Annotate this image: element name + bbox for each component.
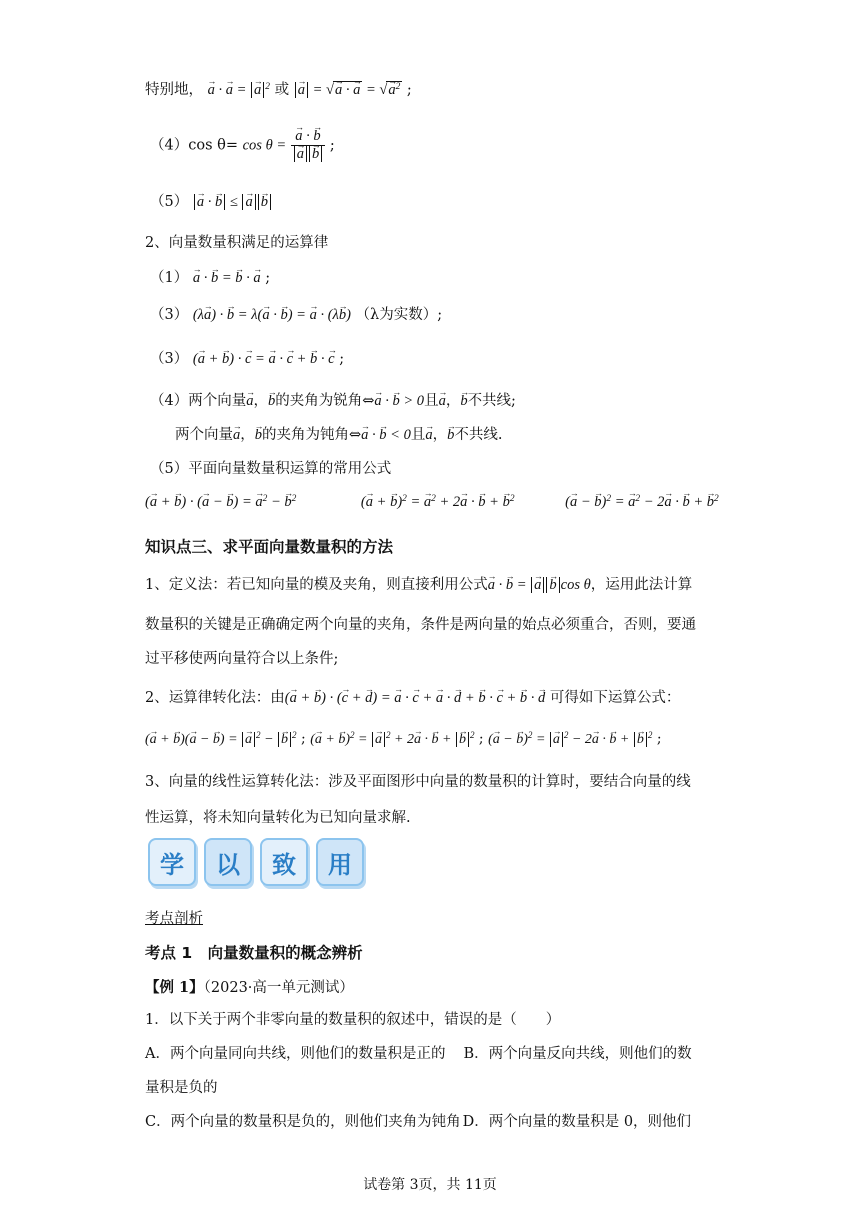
method3-line1: 3、向量的线性运算转化法：涉及平面图形中向量的数量积的计算时，要结合向量的线 — [145, 774, 691, 790]
law-commutative: （1） → a · → b = → b · → a ; — [150, 266, 270, 287]
page-footer: 试卷第 3页，共 11页 — [363, 1177, 497, 1193]
item4-label: （4）cos θ= — [150, 137, 239, 154]
option-b: B．两个向量反向共线，则他们的数 — [463, 1046, 692, 1062]
option-c-d-line — [145, 1110, 691, 1131]
special-case-prefix: 特别地， — [145, 82, 203, 98]
banner-tile-2: 以 — [204, 838, 252, 886]
method1-line1: 1、定义法：若已知向量的模及夹角，则直接利用公式→ a · → b = → a→ b cos θ，运用此法计算 — [145, 573, 692, 594]
method2-line1: 2、运算律转化法：由(→ a + → b) · (→ c + → d) = → a · → c + → a · → d + → b · → c + → b · → d 可得如下运算公式： — [145, 686, 680, 707]
option-b-continued: 量积是负的 — [145, 1080, 218, 1096]
banner-tile-4: 用 — [316, 838, 364, 886]
learn-and-apply-banner — [148, 838, 364, 886]
cos-formula-line: （4）cos θ= cos θ = → a · → b → a→ b ; — [150, 128, 335, 163]
option-a-b-line — [145, 1042, 692, 1063]
section2-title: 2、向量数量积满足的运算律 — [145, 235, 329, 251]
law5-title: （5）平面向量数量积运算的常用公式 — [150, 461, 392, 477]
inequality-line — [150, 190, 272, 211]
method1-line2: 数量积的关键是正确确定两个向量的夹角，条件是两向量的始点必须重合，否则，要通 — [145, 617, 696, 633]
cos-fraction: → a · → b → a→ b — [291, 128, 326, 163]
method2-formulas: (→ a + → b)(→ a − → b) = → a $^2$ − → b $^2$ ; (→ a + → b)$^2$ = → a $^2$ + 2→ a · → b + → b $^2$ ; (→ a − → b)$^2$ = → a $^2$ − 2→ a · → b + → b $^2$ ; — [145, 731, 662, 748]
formula-norm-a: → a = √→ a · → a = √→ $a^2$ — [294, 82, 403, 98]
banner-tile-3: 致 — [260, 838, 308, 886]
method3-line2: 性运算，将未知向量转化为已知向量求解. — [145, 810, 411, 826]
formula-a-dot-a: → a · → a = → a $^2$ — [208, 82, 270, 98]
special-case-line: 特别地， → a · → a = → a $^2$ 或 → a = √→ a · → a = √→ $a^2$ ; — [145, 78, 412, 99]
banner-tile-1: 学 — [148, 838, 196, 886]
option-d: D．两个向量的数量积是 0，则他们 — [462, 1114, 692, 1130]
example-1-header: 【例 1】（2023·高一单元测试） — [145, 979, 354, 996]
knowledge-point-3-title: 知识点三、求平面向量数量积的方法 — [145, 538, 394, 556]
option-a: A．两个向量同向共线，则他们的数量积是正的 — [145, 1046, 446, 1062]
law-acute: （4）两个向量→ a，→ b的夹角为锐角⇔→ a · → b > 0且→ a，→ b不共线; — [150, 389, 516, 410]
analysis-title: 考点剖析 — [145, 911, 203, 927]
kaodian-1-title: 考点 1 向量数量积的概念辨析 — [145, 944, 363, 962]
or-word: 或 — [274, 82, 290, 98]
cauchy-inequality: → a · → b ≤ → a→ b — [193, 194, 272, 210]
item5-label: （5） — [150, 194, 189, 210]
common-formulas-line: (→ a + → b) · (→ a − → b) = → $a^2$ − → $b^2$ (→ a + → b)$^2$ = → $a^2 + 2\to a$ · → b + → $b^2$ (→ a − → b)$^2$ = → $a^2 - 2\to a$ · → b + → $b^2$ — [145, 494, 719, 511]
law-scalar: （3） (λ→ a) · → b = λ(→ a · → b) = → a · (λ→ b) （λ为实数）; — [150, 303, 442, 324]
law-obtuse: 两个向量→ a，→ b的夹角为钝角⇔→ a · → b < 0且→ a，→ b不共线. — [175, 423, 502, 444]
law-distributive: （3） (→ a + → b) · → c = → a · → c + → b · → c ; — [150, 347, 344, 368]
option-c: C．两个向量的数量积是负的，则他们夹角为钝角 — [145, 1114, 461, 1130]
method1-line3: 过平移使两向量符合以上条件; — [145, 651, 339, 667]
question-1: 1．以下关于两个非零向量的数量积的叙述中，错误的是（ ） — [145, 1012, 561, 1028]
